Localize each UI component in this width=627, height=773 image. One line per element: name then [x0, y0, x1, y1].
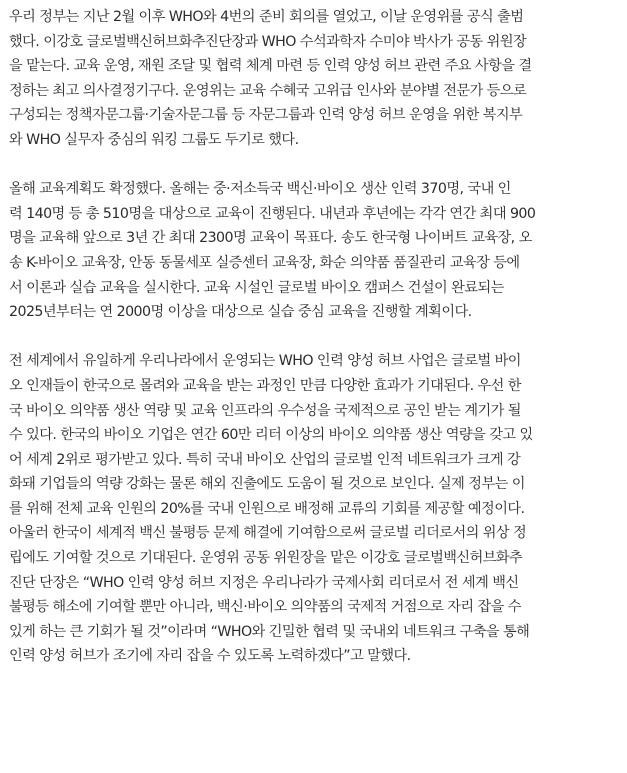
- text-line: 송 K-바이오 교육장, 안동 동물세포 실증센터 교육장, 화순 의약품 품질관리 교육장 등에: [9, 254, 520, 271]
- text-line: 오 인재들이 한국으로 몰려와 교육을 받는 과정인 만큼 다양한 효과가 기대된다. 우선 한: [9, 377, 521, 394]
- text-line: 했다. 이강호 글로벌백신허브화추진단장과 WHO 수석과학자 수미야 박사가 공동 위원장: [9, 33, 527, 50]
- paragraph-3: [9, 349, 621, 669]
- text-line: 화돼 기업들의 역량 강화는 물론 해외 진출에도 도움이 될 것으로 보인다. 실제 정부는 이: [9, 476, 525, 493]
- text-line: 을 맡는다. 교육 운영, 재원 조달 및 협력 체계 마련 등 인력 양성 허브 관련 주요 사항을 결: [9, 58, 532, 75]
- text-line: 2025년부터는 연 2000명 이상을 대상으로 실습 중심 교육을 진행할 계획이다.: [9, 304, 472, 321]
- text-line: 올해 교육계획도 확정했다. 올해는 중·저소득국 백신·바이오 생산 인력 370명, 국내 인: [9, 181, 511, 198]
- text-line: 수 있다. 한국의 바이오 기업은 연간 60만 리터 이상의 바이오 의약품 생산 역량을 갖고 있: [9, 427, 533, 444]
- article-body: [9, 5, 621, 669]
- paragraph-2: [9, 177, 621, 325]
- text-line: 불평등 해소에 기여할 뿐만 아니라, 백신·바이오 의약품의 국제적 거점으로 자리 잡을 수: [9, 599, 521, 616]
- text-line: 인력 양성 허브가 조기에 자리 잡을 수 있도록 노력하겠다”고 말했다.: [9, 648, 411, 665]
- text-line: 어 세계 2위로 평가받고 있다. 특히 국내 바이오 산업의 글로벌 인적 네트워크가 크게 강: [9, 451, 521, 468]
- text-line: 아울러 한국이 세계적 백신 불평등 문제 해결에 기여함으로써 글로벌 리더로서의 위상 정: [9, 525, 527, 542]
- text-line: 전 세계에서 유일하게 우리나라에서 운영되는 WHO 인력 양성 허브 사업은 글로벌 바이: [9, 353, 521, 370]
- text-line: 국 바이오 의약품 생산 역량 및 교육 인프라의 우수성을 국제적으로 공인 받는 계기가 될: [9, 402, 521, 419]
- text-line: 구성되는 정책자문그룹·기술자문그룹 등 자문그룹과 인력 양성 허브 운영을 위한 복지부: [9, 107, 523, 124]
- text-line: 있게 하는 큰 기회가 될 것”이라며 “WHO와 긴밀한 협력 및 국내외 네트워크 구축을 통해: [9, 623, 530, 640]
- paragraph-1: [9, 5, 621, 153]
- text-line: 와 WHO 실무자 중심의 워킹 그룹도 두기로 했다.: [9, 131, 299, 148]
- text-line: 서 이론과 실습 교육을 실시한다. 교육 시설인 글로벌 바이오 캠퍼스 건설이 완료되는: [9, 279, 504, 296]
- text-line: 립에도 기여할 것으로 기대된다. 운영위 공동 위원장을 맡은 이강호 글로벌백신허브화추: [9, 550, 523, 567]
- text-line: 우리 정부는 지난 2월 이후 WHO와 4번의 준비 회의를 열었고, 이날 운영위를 공식 출범: [9, 9, 524, 25]
- text-line: 를 위해 전체 교육 인원의 20%를 국내 인원으로 배정해 교류의 기회를 제공할 예정이다.: [9, 500, 525, 517]
- text-line: 진단 단장은 “WHO 인력 양성 허브 지정은 우리나라가 국제사회 리더로서 전 세계 백신: [9, 574, 519, 591]
- text-line: 명을 교육해 앞으로 3년 간 최대 2300명 교육이 목표다. 송도 한국형 나이버트 교육장, 오: [9, 230, 532, 247]
- text-line: 정하는 최고 의사결정기구다. 운영위는 교육 수혜국 고위급 인사와 분야별 전문가 등으로: [9, 82, 527, 99]
- text-line: 력 140명 등 총 510명을 대상으로 교육이 진행된다. 내년과 후년에는 각각 연간 최대 900: [9, 205, 536, 222]
